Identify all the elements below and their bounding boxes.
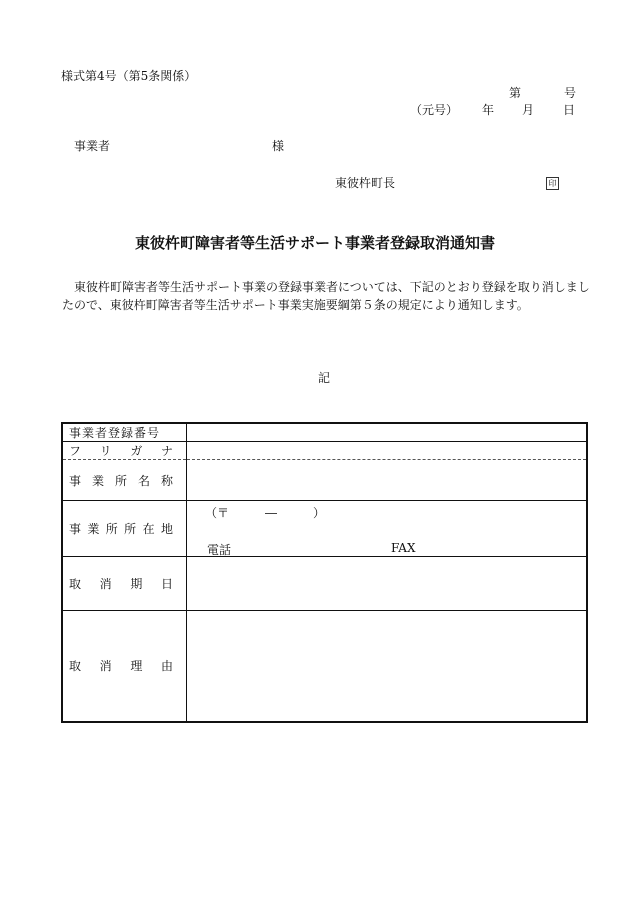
row-cancel-date <box>62 557 587 611</box>
cancel-date-char: 日 <box>160 577 173 591</box>
cancel-reason-char: 取 <box>69 659 82 674</box>
cancel-date-chars <box>69 575 173 592</box>
office-name-chars <box>69 472 173 489</box>
value-furigana[interactable] <box>187 442 588 460</box>
office-name-char: 事 <box>69 473 82 488</box>
date-year: 年 <box>482 103 495 117</box>
cancel-date-char: 期 <box>130 577 143 591</box>
row-registration-number <box>62 423 587 442</box>
office-name-char: 称 <box>160 473 173 488</box>
address-char: 事 <box>69 522 82 536</box>
furigana-char: ナ <box>160 444 173 458</box>
office-name-char: 業 <box>91 473 104 488</box>
value-cancel-date[interactable] <box>187 557 588 611</box>
registration-number-text: 事業者登録番号 <box>69 426 161 440</box>
value-cancel-reason[interactable] <box>187 611 588 722</box>
phone-label: 電話 <box>207 543 232 557</box>
date-era: （元号） <box>410 103 459 117</box>
label-cancel-date <box>62 557 187 611</box>
value-address[interactable] <box>187 501 588 557</box>
address-char: 所 <box>105 522 118 536</box>
body-text: 東彼杵町障害者等生活サポート事業の登録事業者については、下記のとおり登録を取り消しましたので、東彼杵町障害者等生活サポート事業実施要綱第５条の規定により通知します。 <box>62 280 590 312</box>
postal-code-field: （〒 ― ） <box>205 506 326 520</box>
cancel-date-char: 取 <box>69 577 82 591</box>
ki-label: 記 <box>317 371 330 385</box>
label-cancel-reason <box>62 611 187 722</box>
address-char: 所 <box>124 522 137 536</box>
row-address <box>62 501 587 557</box>
label-address <box>62 501 187 557</box>
row-office-name <box>62 460 587 501</box>
cancel-reason-char: 由 <box>160 659 173 674</box>
row-cancel-reason <box>62 611 587 722</box>
address-char: 地 <box>160 522 173 536</box>
row-furigana <box>62 442 587 460</box>
label-furigana <box>62 442 187 460</box>
addressee-label: 事業者 <box>74 139 111 153</box>
furigana-char: リ <box>99 444 112 458</box>
form-number: 様式第4号（第5条関係） <box>61 69 197 83</box>
sender-title: 東彼杵町長 <box>335 176 396 190</box>
office-name-char: 所 <box>114 473 127 488</box>
document-title: 東彼杵町障害者等生活サポート事業者登録取消通知書 <box>134 234 495 252</box>
doc-number-suffix: 号 <box>564 86 577 100</box>
address-char: 在 <box>142 522 155 536</box>
furigana-char: ガ <box>130 444 143 458</box>
furigana-char: フ <box>69 444 82 458</box>
seal-mark: 印 <box>546 177 559 190</box>
doc-number-prefix: 第 <box>509 86 522 100</box>
furigana-chars <box>69 442 173 459</box>
office-name-char: 名 <box>137 473 150 488</box>
cancel-reason-chars <box>69 657 173 674</box>
address-char: 業 <box>87 522 100 536</box>
cancel-reason-char: 消 <box>99 659 112 674</box>
value-registration-number[interactable] <box>187 423 588 442</box>
label-registration-number <box>62 423 187 442</box>
address-chars <box>69 520 173 537</box>
cancel-date-char: 消 <box>99 577 112 591</box>
date-month: 月 <box>522 103 535 117</box>
label-office-name <box>62 460 187 501</box>
value-office-name[interactable] <box>187 460 588 501</box>
addressee-honorific: 様 <box>272 139 285 153</box>
cancel-reason-char: 理 <box>130 659 143 674</box>
fax-label: FAX <box>391 541 416 555</box>
cancellation-table <box>61 422 588 723</box>
date-day: 日 <box>563 103 576 117</box>
